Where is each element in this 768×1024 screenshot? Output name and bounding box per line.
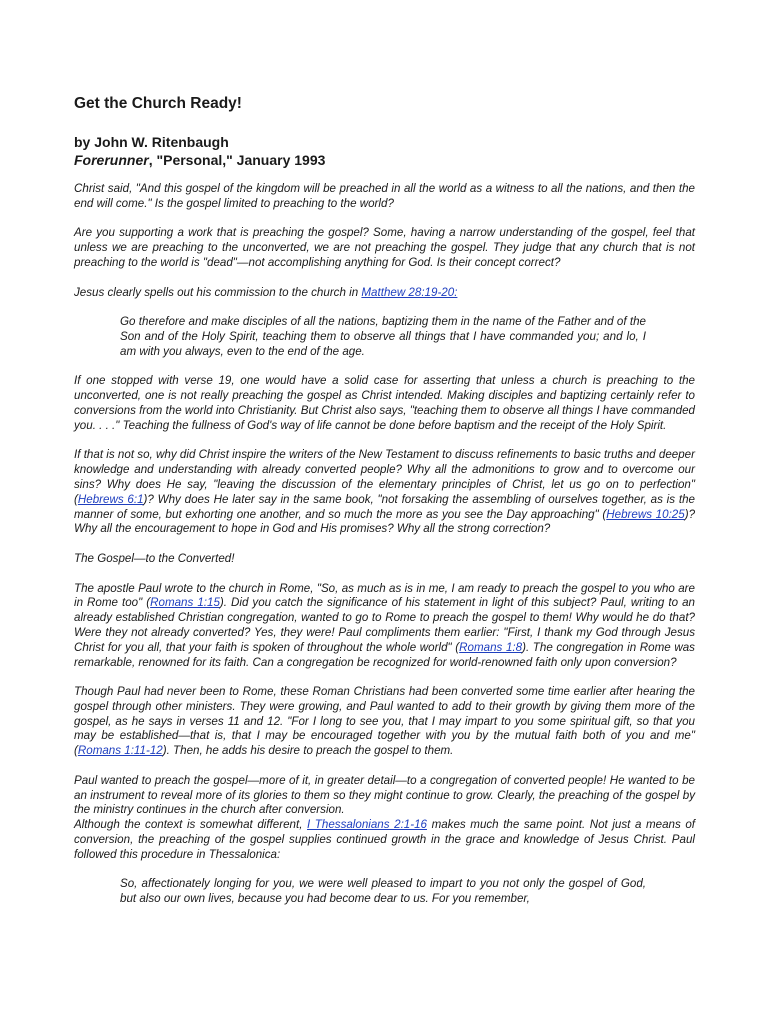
paragraph-1: Christ said, "And this gospel of the kingdom will be preached in all the world as a witness to all the nations, and then the end will come." Is the gospel limited to preaching to the world? <box>74 182 695 210</box>
paragraph-6-text-c: ). The congregation in Rome was remarkable, renowned for its faith. Can a congregation be recognized for world-renowned faith only upon conversion? <box>74 640 695 669</box>
column-info: , "Personal," January 1993 <box>148 152 326 168</box>
paragraph-6-text-b: ). Did you catch the significance of his statement in light of this subject? Paul, writing to an already established Christian congregation, wanted to go to Rome to preach the gospel to them! Why would he do that? Were they not already converted? Yes, they were! Paul compliments them earlier: "First, I thank my God through Jesus Christ for you all, that your faith is spoken of throughout the whole world" ( <box>74 596 695 654</box>
publication-line <box>74 151 695 169</box>
paragraph-5-text-c: )? Why all the encouragement to hope in God and His promises? Why all the strong correction? <box>74 507 696 536</box>
paragraph-3 <box>74 286 695 301</box>
paragraph-9-text-a: Although the context is somewhat different, <box>74 818 307 832</box>
scripture-link-romans-1-11[interactable]: Romans 1:11-12 <box>77 744 163 758</box>
quote-1: Go therefore and make disciples of all the nations, baptizing them in the name of the Father and of the Son and of the Holy Spirit, teaching them to observe all things that I have commanded you; and lo, I am with you always, even to the end of the age. <box>120 315 646 358</box>
paragraph-9 <box>74 818 695 862</box>
quote-2: So, affectionately longing for you, we were well pleased to impart to you not only the gospel of God, but also our own lives, because you had become dear to us. For you remember, <box>120 877 646 906</box>
paragraph-5-text-b: )? Why does He later say in the same book, "not forsaking the assembling of ourselves together, as is the manner of some, but exhorting one another, and so much the more as you see the Day approaching" ( <box>74 492 695 521</box>
article <box>74 94 695 922</box>
publication-name: Forerunner <box>74 152 149 168</box>
paragraph-6 <box>74 582 695 671</box>
paragraph-4: If one stopped with verse 19, one would have a solid case for asserting that unless a church is preaching to the unconverted, one is not really preaching the gospel as Christ intended. Making disciples and baptizing certainly refer to conversions from the world into Christianity. But Christ also says, "teaching them to observe all things I have commanded you. . . ." Teaching the fullness of God's way of life cannot be done before baptism and the receipt of the Holy Spirit. <box>74 374 695 432</box>
paragraph-7-text-a: Though Paul had never been to Rome, these Roman Christians had been converted some time earlier after hearing the gospel through other ministers. They were growing, and Paul wanted to add to their growth by giving them more of the gospel, as he says in verses 11 and 12. "For I long to see you, that I may impart to you some spiritual gift, so that you may be established—that is, that I may be encouraged together with you by the mutual faith both of you and me" ( <box>74 685 695 758</box>
paragraph-2: Are you supporting a work that is preaching the gospel? Some, having a narrow understanding of the gospel, feel that unless we are preaching to the unconverted, we are not preaching the gospel. They judge that any church that is not preaching to the world is "dead"—not accomplishing anything for God. Is their concept correct? <box>74 226 695 269</box>
paragraph-7 <box>74 685 695 759</box>
paragraph-7-text-b: ). Then, he adds his desire to preach the gospel to them. <box>162 744 454 758</box>
paragraph-5-text-a: If that is not so, why did Christ inspire the writers of the New Testament to discuss refinements to basic truths and deeper knowledge and understanding with already converted people? Why all the admonitions to grow and to overcome our sins? Why does He say, "leaving the discussion of the elementary principles of Christ, let us go on to perfection" ( <box>74 448 695 506</box>
article-title: Get the Church Ready! <box>74 95 242 112</box>
paragraph-3-text: Jesus clearly spells out his commission to the church in <box>74 285 362 299</box>
paragraph-9-text-b: makes much the same point. Not just a means of conversion, the preaching of the gospel supplies continued growth in the grace and knowledge of Jesus Christ. Paul followed this procedure in Thessalonica: <box>74 818 695 861</box>
scripture-link-hebrews-10[interactable]: Hebrews 10:25 <box>606 507 685 521</box>
scripture-link-matthew[interactable]: Matthew 28:19-20: <box>361 285 458 299</box>
paragraph-6-text-a: The apostle Paul wrote to the church in Rome, "So, as much as is in me, I am ready to preach the gospel to you who are in Rome too" ( <box>74 581 695 610</box>
author-byline: by John W. Ritenbaugh <box>74 134 229 150</box>
scripture-link-romans-1-15[interactable]: Romans 1:15 <box>150 596 220 610</box>
paragraph-8: Paul wanted to preach the gospel—more of it, in greater detail—to a congregation of converted people! He wanted to be an instrument to reveal more of its glories to them so they might continue to grow. Clearly, the preaching of the gospel by the ministry continues in the church after conversion. <box>74 773 695 817</box>
scripture-link-thessalonians[interactable]: I Thessalonians 2:1-16 <box>307 818 427 832</box>
paragraph-5 <box>74 448 695 537</box>
scripture-link-romans-1-8[interactable]: Romans 1:8 <box>459 640 523 654</box>
section-heading: The Gospel—to the Converted! <box>74 551 235 565</box>
scripture-link-hebrews-6[interactable]: Hebrews 6:1 <box>77 492 144 506</box>
